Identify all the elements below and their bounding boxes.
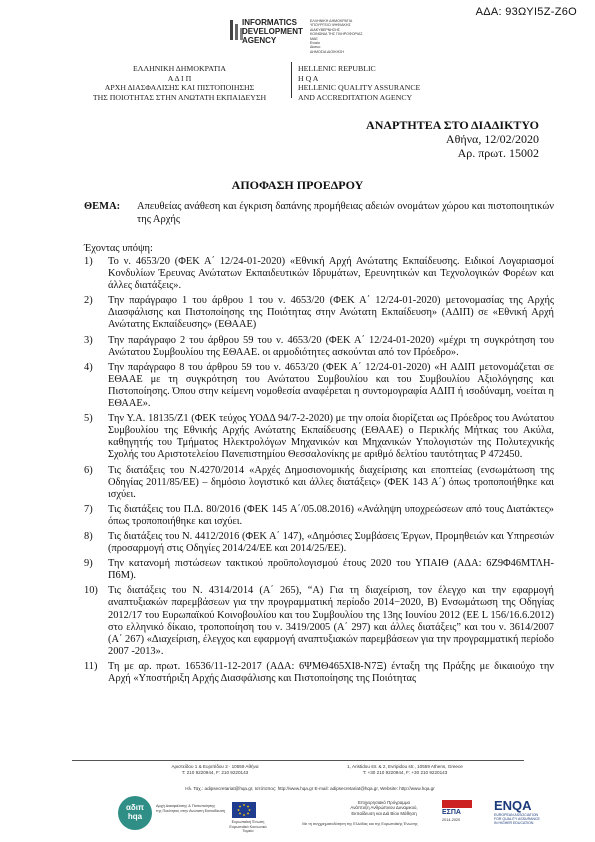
list-item: 4) Την παράγραφο 8 του άρθρου 59 του ν. 4653/20 (ΦΕΚ Α΄ 12/24-01-2020) «Η ΑΔΙΠ μετονομάζεται σε ΕΘΑΑΕ με τη συγκρότηση του Ανώτατου Συμβουλίου και του Συμβουλίου Αξιολόγησης και Πιστοποίησης. Όπου στην κείμενη νομοθεσία αναφέρεται η συντομογραφία ΑΔΙΠ ή ισοδύναμη, νοείται η ΕΘΑΑΕ». [84,361,554,410]
subject-text: Απευθείας ανάθεση και έγκριση δαπάνης προμήθειας αδειών ονομάτων χώρου και πιστοποιητικών της Αρχής [137,201,554,225]
list-item: 11) Τη με αρ. πρωτ. 16536/11-12-2017 (ΑΔΑ: 6ΨΜΘ465ΧΙ8-Ν7Ξ) ένταξη της Πράξης με δικαιούχο την Αρχή «Υποστήριξη Αρχής Διασφάλισης και Πιστοποίησης της Ποιότητας [84,660,554,684]
letterhead [0,18,595,102]
eu-caption: Ευρωπαϊκή Ένωση Ευρωπαϊκό Κοινωνικό Ταμείο [229,820,267,834]
protocol-number: Αρ. πρωτ. 15002 [457,146,539,160]
program-caption: Επιχειρησιακό Πρόγραμμα Ανάπτυξη Ανθρώπινου Δυναμικού, Εκπαίδευση και Διά Βίου Μάθηση [350,800,418,816]
contact-line: Ηλ. Ταχ.: adipsecretariat@hqa.gr, Ιστότοπος: http://www.hqa.gr E-mail: adipsecretariat@hqa.gr, Website: http://www.hqa.gr [185,786,435,791]
enqa-caption: EUROPEAN ASSOCIATION FOR QUALITY ASSURANCE IN HIGHER EDUCATION [494,813,540,826]
header-greek: ΕΛΛΗΝΙΚΗ ΔΗΜΟΚΡΑΤΙΑ Α Δ Ι Π ΑΡΧΗ ΔΙΑΣΦΑΛΙΣΗΣ ΚΑΙ ΠΙΣΤΟΠΟΙΗΣΗΣ ΤΗΣ ΠΟΙΟΤΗΤΑΣ ΣΤΗΝ ΑΝΩΤΑΤΗ ΕΚΠΑΙΔΕΥΣΗ [92,64,267,102]
espa-label: ΕΣΠΑ [442,809,461,816]
espa-logo [442,800,472,822]
funding-caption: Με τη συγχρηματοδότηση της Ελλάδας και της Ευρωπαϊκής Ένωσης [302,822,418,826]
agency-logo [230,18,375,66]
address-english: 1, Aristidou str. & 2, Evripidou str., 10559 Athens, Greece T: +30 210 9220944, F: +30 210 9220143 [347,764,463,775]
list-item: 6) Τις διατάξεις του Ν.4270/2014 «Αρχές Δημοσιονομικής διαχείρισης και εποπτείας (ενσωμάτωση της Οδηγίας 2011/85/ΕΕ) – δημόσιο λογιστικό και άλλες διατάξεις» (ΦΕΚ 143 Α΄) όπως τροποποιήθηκε και ισχύει. [84,464,554,500]
list-item: 2) Την παράγραφο 1 του άρθρου 1 του ν. 4653/20 (ΦΕΚ Α΄ 12/24-01-2020) μετονομασίας της Αρχής Διασφάλισης και Πιστοποίησης της Ποιότητας στην Ανώτατη Εκπαίδευση» (ΑΔΙΠ) σε «Εθνική Αρχή Ανώτατης Εκπαίδευσης» (ΕΘΑΑΕ) [84,295,554,331]
ada-code: ΑΔΑ: 93ΩΥΙ5Ζ-Ζ6Ο [475,6,577,18]
list-item: 3) Την παράγραφο 2 του άρθρου 59 του ν. 4653/20 (ΦΕΚ Α΄ 12/24-01-2020) «μέχρι τη συγκρότηση του Ανώτατου Συμβουλίου της ΕΘΑΑΕ. οι αρμοδιότητες ασκούνται από τον Πρόεδρο». [84,334,554,358]
list-item: 8) Τις διατάξεις του Ν. 4412/2016 (ΦΕΚ Α΄ 147), «Δημόσιες Συμβάσεις Έργων, Προμηθειών και Υπηρεσιών (προσαρμογή στις Οδηγίες 2014/24/ΕΕ και 2014/25/ΕΕ). [84,530,554,555]
publication-date: Αθήνα, 12/02/2020 [445,132,539,146]
list-item: 5) Την Υ.Α. 18135/Ζ1 (ΦΕΚ τεύχος ΥΟΔΔ 94/7-2-2020) με την οποία διορίζεται ως Πρόεδρος του Ανώτατου Συμβουλίου της Εθνικής Αρχής Ανώτατης Εκπαίδευσης (ΕΘΑΑΕ) ο Περικλής Μήτκας του Ακύλα, καθηγητής του Τμήματος Ηλεκτρολόγων Μηχανικών και Μηχανικών Υπολογιστών της Πολυτεχνικής Σχολής του Αριστοτελείου Πανεπιστημίου Θεσσαλονίκης με αριθμό δελτίου ταυτότητας Ρ 472450. [84,413,554,461]
header-divider [291,62,292,98]
intro-text: Έχοντας υπόψη: [84,243,153,254]
footer-divider [72,760,524,761]
list-item: 9) Την κατανομή πιστώσεων τακτικού προϋπολογισμού έτους 2020 του ΥΠΑΙΘ (ΑΔΑ: 6Ζ9Φ46ΜΤΛΗ-Π6Μ). [84,558,554,582]
eu-stars-icon [232,802,256,818]
address-greek: Αριστείδου 1 & Ευριπίδου 2 ∙ 10559 Αθήνα T: 210 9220944, F: 210 9220143 [171,764,259,775]
list-item: 10) Τις διατάξεις του Ν. 4314/2014 (Α΄ 265), “Α) Για τη διαχείριση, τον έλεγχο και την εφαρμογή αναπτυξιακών παρεμβάσεων για την προγραμματική περίοδο 2014−2020, Β) Ενσωμάτωση της Οδηγίας 2012/17 του Ευρωπαϊκού Κοινοβουλίου και του Συμβουλίου της 13ης Ιουνίου 2012 (ΕΕ L 156/16.6.2012) στο ελληνικό δίκαιο, τροποποίηση του ν. 3419/2005 (Α΄ 297) και άλλες διατάξεις” και του ν. 3614/2007 (Α΄ 267) «Διαχείριση, έλεγχος και εφαρμογή αναπτυξιακών παρεμβάσεων για την προγραμματική περίοδο 2007 -2013». [84,585,554,657]
list-item: 7) Τις διατάξεις του Π.Δ. 80/2016 (ΦΕΚ 145 Α΄/05.08.2016) «Ανάληψη υποχρεώσεων από τους Διατάκτες» όπως τροποποιήθηκε και ισχύει. [84,503,554,527]
adip-caption: Αρχή Διασφάλισης & Πιστοποίησης της Ποιότητας στην Ανώτατη Εκπαίδευση [156,804,226,813]
eu-flag-icon [232,802,256,818]
sponsor-logos [0,796,595,836]
espa-years: 2014-2020 [442,818,461,822]
espa-bar [442,800,472,808]
publication-status: ΑΝΑΡΤΗΤΕΑ ΣΤΟ ΔΙΑΔΙΚΤΥΟ [366,118,539,132]
subject-label: ΘΕΜΑ: [84,201,121,212]
publication-info [366,118,539,160]
enqa-logo: ENQA [494,798,532,813]
list-item: 1) Το ν. 4653/20 (ΦΕΚ Α΄ 12/24-01-2020) «Εθνική Αρχή Ανώτατης Εκπαίδευσης. Ειδικοί Λογαριασμοί Κονδυλίων Έρευνας Ανώτατων Εκπαιδευτικών Ιδρυμάτων, Ερευνητικών και Τεχνολογικών Φορέων και άλλες διατάξεις». [84,256,554,292]
adip-logo: αδιπ hqa [118,796,152,830]
header-english: HELLENIC REPUBLIC H Q A HELLENIC QUALITY ASSURANCE AND ACCREDITATION AGENCY [298,64,421,102]
logo-mini-text: ΕΛΛΗΝΙΚΗ ΔΗΜΟΚΡΑΤΙΑ ΥΠΟΥΡΓΕΙΟ ΨΗΦΙΑΚΗΣ ΔΙΑΚΥΒΕΡΝΗΣΗΣ ΚΟΙΝΩΝΙΑ ΤΗΣ ΠΛΗΡΟΦΟΡΙΑΣ ΜΑΕ Ενιαίο Δίκτυο ΔΗΜΟΣΙΑ ΔΙΟΙΚΗΣΗ [310,19,363,54]
considerations-list [84,256,554,688]
logo-text: INFORMATICS DEVELOPMENT AGENCY [242,18,303,45]
document-title: ΑΠΟΦΑΣΗ ΠΡΟΕΔΡΟΥ [231,178,364,192]
